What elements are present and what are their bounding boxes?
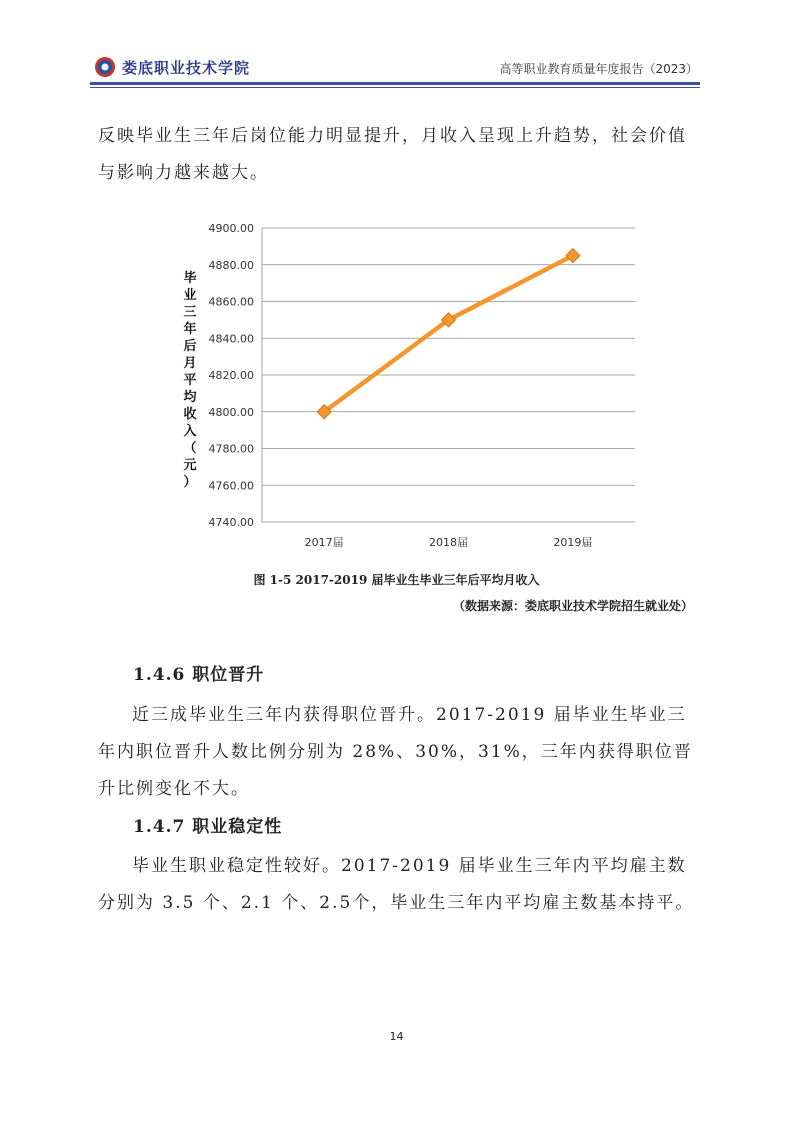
y-tick-label: 4800.00 — [208, 405, 254, 419]
header-rule — [90, 82, 700, 85]
figure-source: （数据来源：娄底职业技术学院招生就业处） — [452, 599, 693, 613]
y-tick-label: 4820.00 — [208, 369, 254, 382]
page-header — [90, 50, 700, 86]
y-tick-label: 4760.00 — [208, 479, 254, 493]
intro-paragraph: 反映毕业生三年后岗位能力明显提升，月收入呈现上升趋势，社会价值与影响力越来越大。 — [98, 126, 687, 183]
y-tick-label: 4860.00 — [208, 295, 254, 309]
figure-caption: 图 1-5 2017-2019 届毕业生毕业三年后平均月收入 — [253, 573, 540, 587]
chart-series — [317, 249, 580, 419]
y-axis-label: 毕业三年后月平均收入（元） — [183, 271, 197, 490]
section-body-147: 毕业生职业稳定性较好。2017-2019 届毕业生三年内平均雇主数分别为 3.5 个、2.1 个、2.5个，毕业生三年内平均雇主数基本持平。 — [98, 856, 695, 913]
section-body-146: 近三成毕业生三年内获得职位晋升。2017-2019 届毕业生毕业三年内职位晋升人数比例分别为 28%、30%，31%，三年内获得职位晋升比例变化不大。 — [98, 705, 693, 799]
school-name: 娄底职业技术学院 — [122, 59, 251, 77]
y-tick-label: 4900.00 — [208, 222, 254, 235]
x-tick-label: 2017届 — [304, 536, 344, 549]
y-tick-label: 4880.00 — [208, 258, 254, 272]
y-tick-label: 4740.00 — [208, 516, 254, 529]
x-tick-label: 2018届 — [429, 536, 468, 549]
section-heading-146: 1.4.6 职位晋升 — [133, 665, 265, 685]
report-title: 高等职业教育质量年度报告（2023） — [499, 62, 698, 76]
income-line-chart — [160, 212, 640, 562]
chart-grid — [262, 228, 635, 522]
x-tick-label: 2019届 — [553, 536, 593, 549]
series-line — [324, 256, 573, 412]
section-heading-147: 1.4.7 职业稳定性 — [133, 817, 283, 837]
school-logo-icon — [94, 56, 116, 78]
y-tick-label: 4780.00 — [208, 442, 254, 456]
x-axis-ticks — [305, 536, 593, 549]
y-axis-ticks — [209, 222, 255, 529]
header-rule-thin — [90, 87, 700, 88]
page-number: 14 — [389, 1030, 404, 1043]
y-tick-label: 4840.00 — [208, 332, 254, 346]
